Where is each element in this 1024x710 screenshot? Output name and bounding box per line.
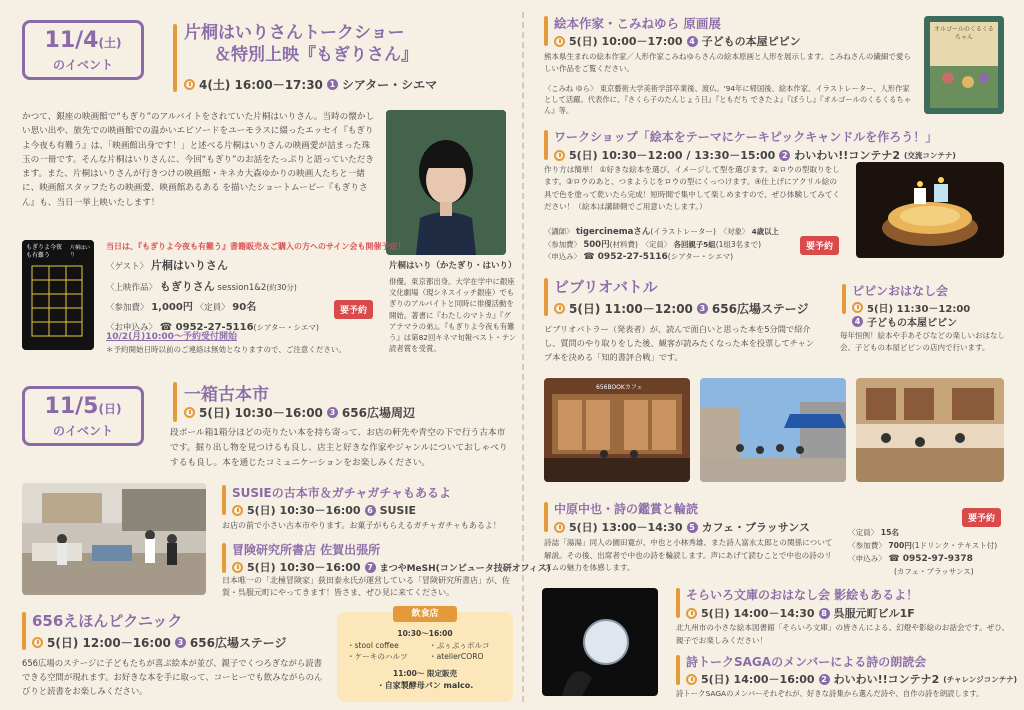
clock-icon [232, 562, 243, 573]
film-duration: (約30分) [266, 283, 297, 292]
gengaten-description: 熊本県生まれの絵本作家／人形作家こみねゆらさんの絵本原画と人形を展示します。こみねさんの繊細で愛らしい作品をご覧ください。 [544, 52, 911, 73]
lecturer-value: tigercinemaさん [575, 227, 651, 237]
place-sub: (交流コンテナ) [903, 150, 956, 160]
event-title-biblio: ビブリオバトル [554, 278, 658, 296]
accent-bar [22, 612, 26, 650]
date-label: 11/5 [44, 394, 99, 419]
talkshow-info [106, 256, 376, 338]
capacity-value: 90名 [232, 302, 257, 313]
place-text: 656広場ステージ [711, 302, 809, 316]
fee-value: 500円 [583, 239, 610, 250]
apply-tel-sub: (シアター・シエマ) [667, 252, 734, 261]
date-sub: のイベント [52, 424, 113, 438]
event-time-hitohako [184, 404, 415, 421]
date-label: 11/4 [44, 28, 99, 53]
date-box-nov4 [22, 20, 144, 80]
candle-cake-photo [856, 162, 1004, 258]
event-time-gengaten [554, 33, 801, 49]
time-text: 5(日) 10:30－16:00 [199, 406, 323, 420]
clock-icon [184, 407, 195, 418]
guest-value: 片桐はいりさん [150, 259, 228, 272]
komine-book-title: オルゴールのくるくるちゃん [934, 26, 994, 41]
food-item: ・ケーキのハルツ [347, 652, 408, 661]
accent-bar [544, 130, 548, 160]
event-place-pipin [852, 314, 957, 329]
apply-tel[interactable]: ☎ 0952-97-9378 [888, 554, 973, 564]
shadow-play-photo [542, 588, 658, 696]
day-label: (土) [98, 36, 122, 50]
place-text: 子どもの本屋ピピン [867, 318, 957, 329]
capacity-label: 〈定員〉 [195, 303, 230, 313]
street-market-illustration [700, 378, 846, 482]
title-line-1: 片桐はいりさんトークショー [184, 23, 405, 43]
place-number-icon: 4 [852, 316, 863, 327]
food-item: ・ぷぅぷぅボルコ [429, 641, 490, 650]
boken-description: 日本唯一の「北極冒険家」荻田泰永氏が運営している「冒険研究所書店」が、佐賀・呉服元町にやってきます！皆さま、ぜひ見に来てください。 [222, 576, 510, 597]
apply-tel-sub: (シアター・シエマ) [253, 323, 319, 332]
food-list-col1 [347, 640, 425, 662]
clock-icon [32, 637, 43, 648]
title-line-2: ＆特別上映『もぎりさん』 [214, 45, 418, 65]
place-number-icon: 3 [697, 303, 708, 314]
workshop-description: 作り方は簡単！ ①好きな絵本を選び、イメージして型を選びます。②ロウの型取りをします。③ロウのあと、つまようじをロウの型にくっつけます。④仕上げにアクリル絵の具で色を塗って乾いたら完成！短時間で集中して楽しめますので、ぜひ体験してみてください！（絵本は講師側でご用意いたします。） [544, 165, 840, 212]
event-time-shitalk [686, 671, 1017, 687]
accent-bar [222, 485, 226, 515]
apply-label: 〈申込み〉 [544, 252, 581, 261]
place-text: わいわい!!コンテナ2 [794, 149, 900, 162]
shitalk-description: 詩トークSAGAのメンバーそれぞれが、好きな詩集から選んだ詩や、自作の詩を朗読します。 [676, 689, 984, 698]
event-title-gengaten: 絵本作家・こみねゆら 原画展 [554, 16, 721, 31]
lecturer-label: 〈講師〉 [544, 227, 574, 236]
apply-label: 〈申込み〉 [848, 554, 886, 563]
clock-icon [184, 79, 195, 90]
event-title-hitohako: 一箱古本市 [184, 385, 269, 405]
apply-tel-sub: (カフェ・ブラッサンス) [894, 567, 974, 576]
film-session: session1&2 [217, 283, 267, 293]
portrait-bio: 俳優。東京都出身。大学在学中に銀座文化劇場（現シネスイッチ銀座）でもぎりのアルバイトと同時に俳優活動を開始。著書に『わたしのマトカ』『グアテマラの弟』。『もぎりよ今夜も有難う』は第82回キネマ旬報ベスト・テン 読者賞を受賞。 [389, 277, 517, 354]
place-number-icon: 7 [365, 562, 376, 573]
place-number-icon: 5 [687, 522, 698, 533]
event-time-talkshow [184, 76, 437, 93]
clock-icon [554, 36, 565, 47]
fee-value: 1,000円 [151, 302, 193, 313]
capacity-value: 15名 [880, 528, 899, 537]
lecturer-sub: (イラストレーター) [650, 227, 716, 236]
time-text: 5(日) 11:30－12:00 [867, 304, 971, 315]
shadow-play-illustration [542, 588, 658, 696]
place-number-icon: 3 [175, 637, 186, 648]
place-text: 子どもの本屋ピピン [701, 35, 801, 48]
place-number-icon: 8 [819, 608, 830, 619]
time-text: 5(日) 10:30－16:00 [247, 561, 361, 574]
date-box-nov5 [22, 386, 144, 446]
event-title-talkshow [184, 22, 418, 66]
signing-notice: 当日は、『もぎりよ今夜も有難う』書籍販売＆ご購入の方へのサイン会も開催予定！ [106, 242, 406, 251]
place-number-icon: 1 [327, 79, 338, 90]
time-text: 5(日) 10:00－17:00 [569, 35, 683, 48]
biblio-description: ビブリオバトラー（発表者）が、読んで面白いと思った本を5分間で紹介し、質問のやり取りをした後、観客が読みたくなった本を投票してチャンプ本を決める「知的書評合戦」です。 [544, 324, 814, 362]
reservation-badge: 要予約 [800, 236, 839, 255]
event-title-susie: SUSIEの古本市＆ガチャガチャもあるよ [232, 486, 451, 500]
clock-icon [686, 608, 697, 619]
clock-icon [554, 522, 565, 533]
time-text: 5(日) 14:00－14:30 [701, 607, 815, 620]
place-number-icon: 2 [779, 150, 790, 161]
portrait-photo [386, 110, 506, 255]
place-number-icon: 3 [327, 407, 338, 418]
event-title-pipin: ピピンおはなし会 [852, 284, 949, 298]
time-text: 5(日) 14:00－16:00 [701, 673, 815, 686]
place-text: わいわい!!コンテナ2 [833, 673, 940, 686]
time-text: 5(日) 12:00－16:00 [47, 636, 171, 650]
date-sub: のイベント [52, 58, 113, 72]
candle-cake-illustration [856, 162, 1004, 258]
event-time-susie [232, 502, 416, 518]
place-text: SUSIE [379, 503, 416, 517]
place-number-icon: 2 [819, 674, 830, 685]
fee-label: 〈参加費〉 [848, 541, 886, 550]
accent-bar [676, 655, 680, 685]
susie-description: お店の前で小さい古本市やります。お菓子がもらえるガチャガチャもあるよ！ [222, 521, 501, 530]
capacity-sub: (1組3名まで) [715, 239, 762, 249]
portrait-caption: 片桐はいり（かたぎり・はいり） [389, 261, 517, 271]
event-title-nakahara: 中原中也・詩の鑑賞と輪読 [554, 502, 699, 516]
column-divider [522, 12, 524, 702]
food-time-1: 10:30～16:00 [397, 629, 453, 638]
talkshow-description: かつて、銀座の映画館で“もぎり”のアルバイトをされていた片桐はいりさん。当時の懐かしい思い出や、旅先での映画館での温かいエピソードをユーモラスに綴ったエッセイ『もぎりよ今夜も有難う』は、「映画館出身です！」と述べる片桐はいりさんの映画愛が詰まった珠玉の一冊です。そんな片桐はいりさんに、今回“もぎり”のお話をたっぷりと語っていただきます。また、片桐はいりさんが行きつけの映画館・キネカ大森ゆかりの映画人たちと一緒に、映画館スタッフたちの映画愛、映画館あるある を描いたショートムービー『もぎりさん』も、当日一挙上映いたします！ [22, 112, 375, 208]
event-time-boken [232, 559, 551, 575]
food-list-col2 [429, 640, 513, 662]
fee-label: 〈参加費〉 [106, 303, 149, 313]
reservation-badge: 要予約 [962, 508, 1001, 527]
reservation-start: 10/2(月)10:00～予約受付開始 [106, 332, 237, 342]
clock-icon [686, 674, 697, 685]
fee-sub: (1ドリンク・テキスト付) [911, 541, 998, 550]
time-text: 5(日) 13:00－14:30 [569, 521, 683, 534]
event-title-ehon-picnic: 656えほんピクニック [32, 612, 183, 630]
place-sub: (チャレンジコンテナ) [943, 674, 1018, 684]
accent-bar [173, 382, 177, 422]
time-text: 5(日) 10:30－16:00 [247, 504, 361, 517]
komine-book-cover [924, 16, 1004, 114]
food-time-2: 11:00～ 限定販売 [393, 669, 457, 678]
film-label: 〈上映作品〉 [106, 283, 158, 293]
event-title-sorairo: そらいろ文庫のおはなし会 影絵もあるよ！ [686, 588, 919, 602]
portrait-illustration [386, 110, 506, 255]
book-cover [22, 240, 94, 350]
nakahara-description: 詩誌「湯湯」同人の園田寛が、中也と小林秀雄、また詩人富永太郎との関係について解説。その後、出席者で中也の詩を輪読します。声にあげて読むことで中也の詩のリズムの魅力を体感します。 [544, 538, 833, 572]
reservation-badge: 要予約 [334, 300, 373, 319]
place-text: シアター・シエマ [341, 78, 438, 92]
place-number-icon: 6 [365, 505, 376, 516]
clock-icon [852, 302, 863, 313]
accent-bar [842, 284, 846, 314]
place-text: 呉服元町ビル1F [833, 607, 915, 620]
accent-bar [544, 16, 548, 46]
apply-tel[interactable]: ☎ 0952-27-5116 [583, 252, 668, 262]
pipin-description: 毎年恒例！絵本や手あそびなどの楽しいおはなし会、子どもの本屋ピピンの店内で行います。 [840, 331, 1005, 352]
time-text: 5(日) 10:30－12:00 / 13:30－15:00 [569, 149, 776, 162]
time-text: 5(日) 11:00－12:00 [569, 302, 693, 316]
target-label: 〈対象〉 [723, 227, 750, 236]
place-text: まつやMeSH(コンピュータ技研オフィス) [379, 563, 551, 574]
accent-bar [676, 588, 680, 618]
accent-bar [544, 502, 548, 532]
event-title-shitalk: 詩トークSAGAのメンバーによる詩の朗読会 [686, 655, 927, 669]
biblio-venue-illustration [544, 378, 690, 482]
capacity-value: 各回親子5組 [673, 239, 716, 249]
clock-icon [554, 303, 565, 314]
time-text: 4(土) 16:00－17:30 [199, 78, 323, 92]
target-value: 4歳以上 [751, 227, 779, 236]
apply-tel[interactable]: ☎ 0952-27-5116 [159, 322, 254, 333]
event-time-nakahara [554, 519, 810, 535]
food-stalls-title: 飲食店 [393, 606, 457, 622]
food-item: ・stool coffee [347, 641, 399, 650]
cafe-sign: 656BOOKカフェ [596, 384, 643, 391]
hitohako-description: 段ボール箱1箱分ほどの売りたい本を持ち寄って、お店の軒先や青空の下で行う古本市です。掘り出し物を見つけるも良し、店主と好きな作家やジャンルについておしゃべりするも良し。本を通じたコミュニケーションをお楽しみください。 [170, 428, 508, 468]
ehon-picnic-photo [856, 378, 1004, 482]
clock-icon [554, 150, 565, 161]
day-label: (日) [98, 402, 122, 416]
event-title-boken: 冒険研究所書店 佐賀出張所 [232, 543, 381, 557]
fee-sub: (材料費) [609, 239, 638, 249]
apply-label: 〈お申込み〉 [106, 323, 158, 333]
accent-bar [173, 24, 177, 92]
street-market-photo [700, 378, 846, 482]
book-author: 片桐はいり [70, 245, 91, 258]
fee-label: 〈参加費〉 [544, 239, 581, 249]
capacity-label: 〈定員〉 [848, 528, 879, 537]
place-text: 656広場周辺 [341, 406, 415, 420]
event-time-sorairo [686, 605, 915, 621]
book-market-illustration [22, 483, 206, 595]
nakahara-info [848, 526, 1008, 577]
event-title-workshop: ワークショップ「絵本をテーマにケーキピックキャンドルを作ろう！」 [554, 130, 938, 144]
sorairo-description: 北九州市の小さな絵本図書館「そらいろ文庫」の皆さんによる、幻燈や影絵のお話会です。ぜひ、親子でお楽しみください！ [676, 623, 1010, 645]
event-time-pipin [852, 300, 1012, 315]
event-time-ehon-picnic [32, 634, 286, 651]
food-stalls-box [337, 609, 513, 702]
accent-bar [544, 278, 548, 316]
food-item-malco: ・自家製酵母パン malco. [376, 681, 474, 690]
clock-icon [232, 505, 243, 516]
place-number-icon: 4 [687, 36, 698, 47]
book-market-photo [22, 483, 206, 595]
capacity-label: 〈定員〉 [645, 239, 672, 249]
event-time-biblio [554, 300, 808, 317]
ehon-picnic-illustration [856, 378, 1004, 482]
reservation-note: ＊予約開始日時以前のご連絡は無効となりますので、ご注意ください。 [106, 345, 346, 354]
accent-bar [222, 543, 226, 573]
biblio-venue-photo [544, 378, 690, 482]
komine-profile: 〈こみね ゆら〉 東京藝術大学美術学部卒業後、渡仏。'94年に帰国後、絵本作家、イラストレーター、人形作家として活躍。代表作に、『さくら子のたんじょう日』『ともだち できたよ』『ぼうし』『オルゴールのくるくるちゃん』等。 [544, 84, 912, 115]
food-item: ・atelierCORO [429, 652, 484, 661]
place-text: カフェ・ブラッサンス [701, 521, 810, 534]
fee-value: 700円 [888, 541, 912, 550]
place-text: 656広場ステージ [189, 636, 287, 650]
film-value: もぎりさん [159, 280, 215, 293]
ehon-picnic-description: 656広場のステージに子どもたちが喜ぶ絵本が並び、親子でくつろぎながら読書できる空間が現れます。お好きな本を手に取って、コーヒーでも飲みながらのんびりと読書をお楽しみください。 [22, 658, 323, 696]
event-time-workshop [554, 147, 956, 163]
guest-label: 〈ゲスト〉 [106, 262, 149, 272]
book-title: もぎりよ今夜も有難う [26, 244, 63, 259]
